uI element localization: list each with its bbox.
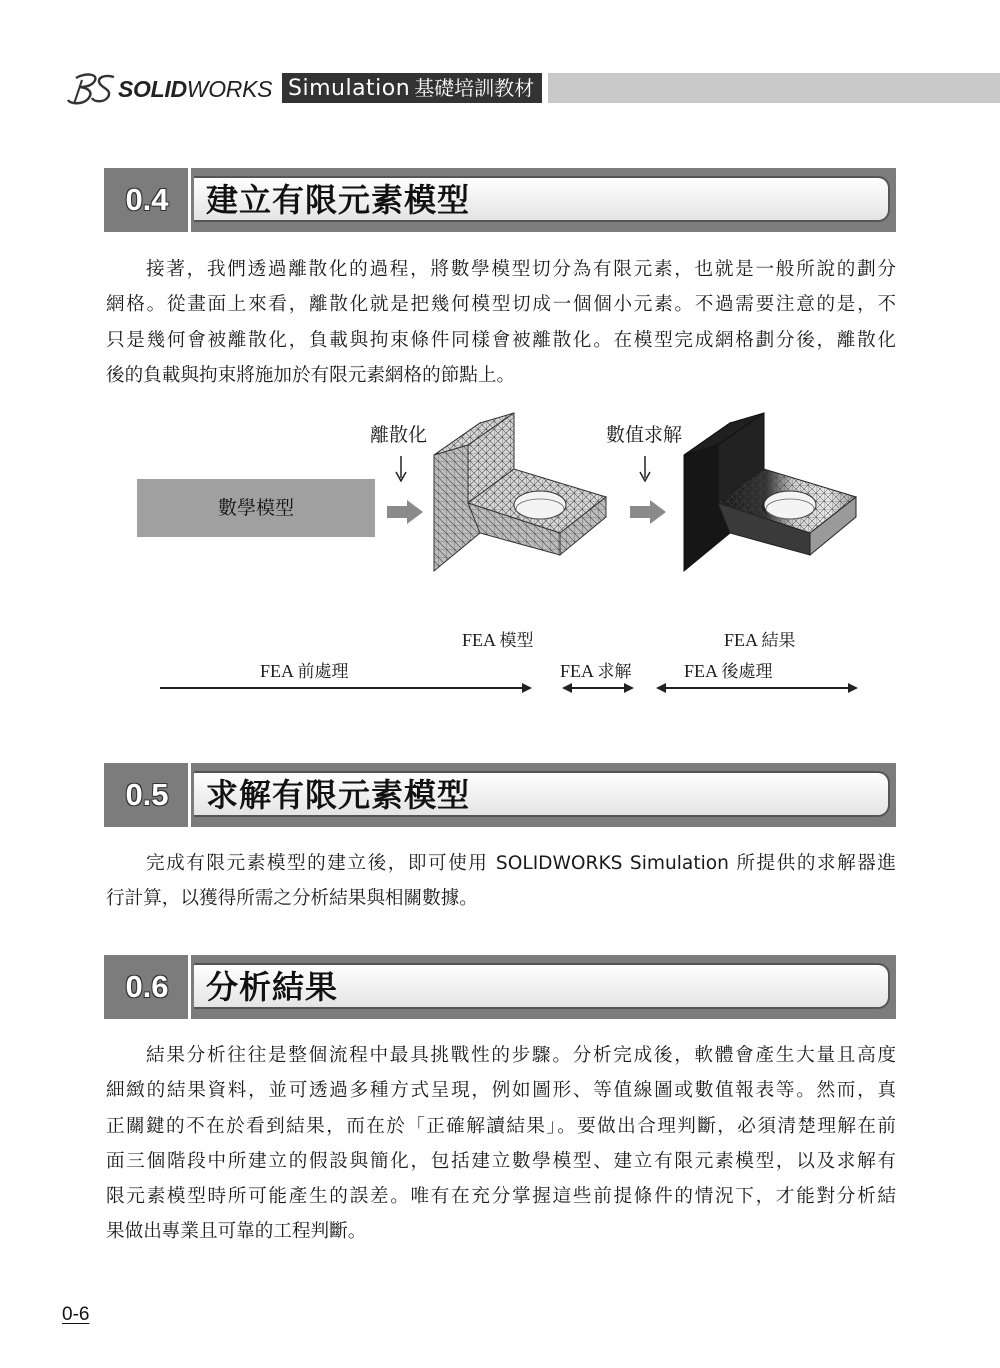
book-title-zh: 基礎培訓教材 [414,76,535,100]
page-number: 0-6 [62,1304,90,1325]
ds-logo-icon [66,72,118,106]
brand-wordmark [118,76,272,103]
section-number: 0.6 [125,969,169,1004]
preprocess-arrow-line [160,687,522,689]
block-arrow-icon [387,500,423,524]
label-fea-model-en: FEA [462,630,496,650]
label-fea-result-en: FEA [724,630,758,650]
text-line: 正關鍵的不在於看到結果，而在於「正確解讀結果」。要做出合理判斷，必須清楚理解在前 [106,1115,896,1137]
label-fea-postprocess-zh: 後處理 [721,662,773,682]
text-line: 限元素模型時所可能產生的誤差。唯有在充分掌握這些前提條件的情況下，才能對分析結 [106,1186,896,1208]
label-fea-result-zh: 結果 [761,631,796,651]
section-title: 求解有限元素模型 [206,776,471,814]
section-divider [188,763,191,827]
section-heading-0-6 [104,955,896,1019]
section-number: 0.5 [125,777,169,812]
brand-bold: SOLID [118,76,187,102]
arrow-right-icon [522,683,532,693]
section-number: 0.4 [125,182,169,217]
paragraph-0-6 [106,1038,896,1250]
arrow-right-icon [624,683,634,693]
label-fea-model-zh: 模型 [499,631,534,651]
arrow-down-icon [638,456,652,482]
header-band [548,73,1000,103]
fea-result-image [680,405,860,573]
label-fea-preprocess [260,657,349,682]
text-line: 面三個階段中所建立的假設與簡化，包括建立數學模型、建立有限元素模型，以及求解有 [106,1150,896,1172]
postprocess-arrow-line [666,687,848,689]
section-title: 分析結果 [206,968,339,1006]
arrow-left-icon [656,683,666,693]
running-header [0,70,1000,106]
label-fea-model [462,626,534,651]
text-line: 果做出專業且可靠的工程判斷。 [106,1221,367,1243]
text-line: 行計算，以獲得所需之分析結果與相關數據。 [106,888,478,910]
label-fea-solve [560,657,632,682]
section-heading-0-5 [104,763,896,827]
label-fea-solve-en: FEA [560,661,594,681]
solve-arrow-line [572,687,624,689]
text-line: 網格。從畫面上來看，離散化就是把幾何模型切成一個個小元素。不過需要注意的是，不 [106,294,896,316]
text-line: 接著，我們透過離散化的過程，將數學模型切分為有限元素，也就是一般所說的劃分 [146,259,896,280]
label-fea-result [724,626,796,651]
arrow-right-icon [848,683,858,693]
label-fea-postprocess-en: FEA [684,661,718,681]
text-line: 完成有限元素模型的建立後，即可使用 SOLIDWORKS Simulation 所提供的求解器進 [146,853,896,874]
text-line: 只是幾何會被離散化，負載與拘束條件同樣會被離散化。在模型完成網格劃分後，離散化 [106,329,896,351]
book-title [282,73,542,103]
label-fea-preprocess-en: FEA [260,661,294,681]
text-line: 結果分析往往是整個流程中最具挑戰性的步驟。分析完成後，軟體會產生大量且高度 [146,1045,896,1066]
section-divider [188,955,191,1019]
section-divider [188,168,191,232]
fea-mesh-model-image [430,405,610,573]
label-discretize: 離散化 [370,424,428,446]
arrow-down-icon [394,456,408,482]
paragraph-0-5 [106,846,896,917]
book-title-en: Simulation [288,76,411,101]
label-fea-preprocess-zh: 前處理 [297,662,349,682]
label-numerical-solve: 數值求解 [606,424,683,446]
math-model-box: 數學模型 [137,479,375,537]
arrow-left-icon [562,683,572,693]
text-line: 後的負載與拘束將施加於有限元素網格的節點上。 [106,364,516,386]
block-arrow-icon [630,500,666,524]
paragraph-0-4 [106,252,896,393]
section-heading-0-4 [104,168,896,232]
text-line: 細緻的結果資料，並可透過多種方式呈現，例如圖形、等值線圖或數值報表等。然而，真 [106,1080,896,1102]
label-fea-solve-zh: 求解 [597,662,632,682]
label-fea-postprocess [684,657,773,682]
section-title: 建立有限元素模型 [206,181,471,219]
brand-thin: WORKS [186,76,273,102]
